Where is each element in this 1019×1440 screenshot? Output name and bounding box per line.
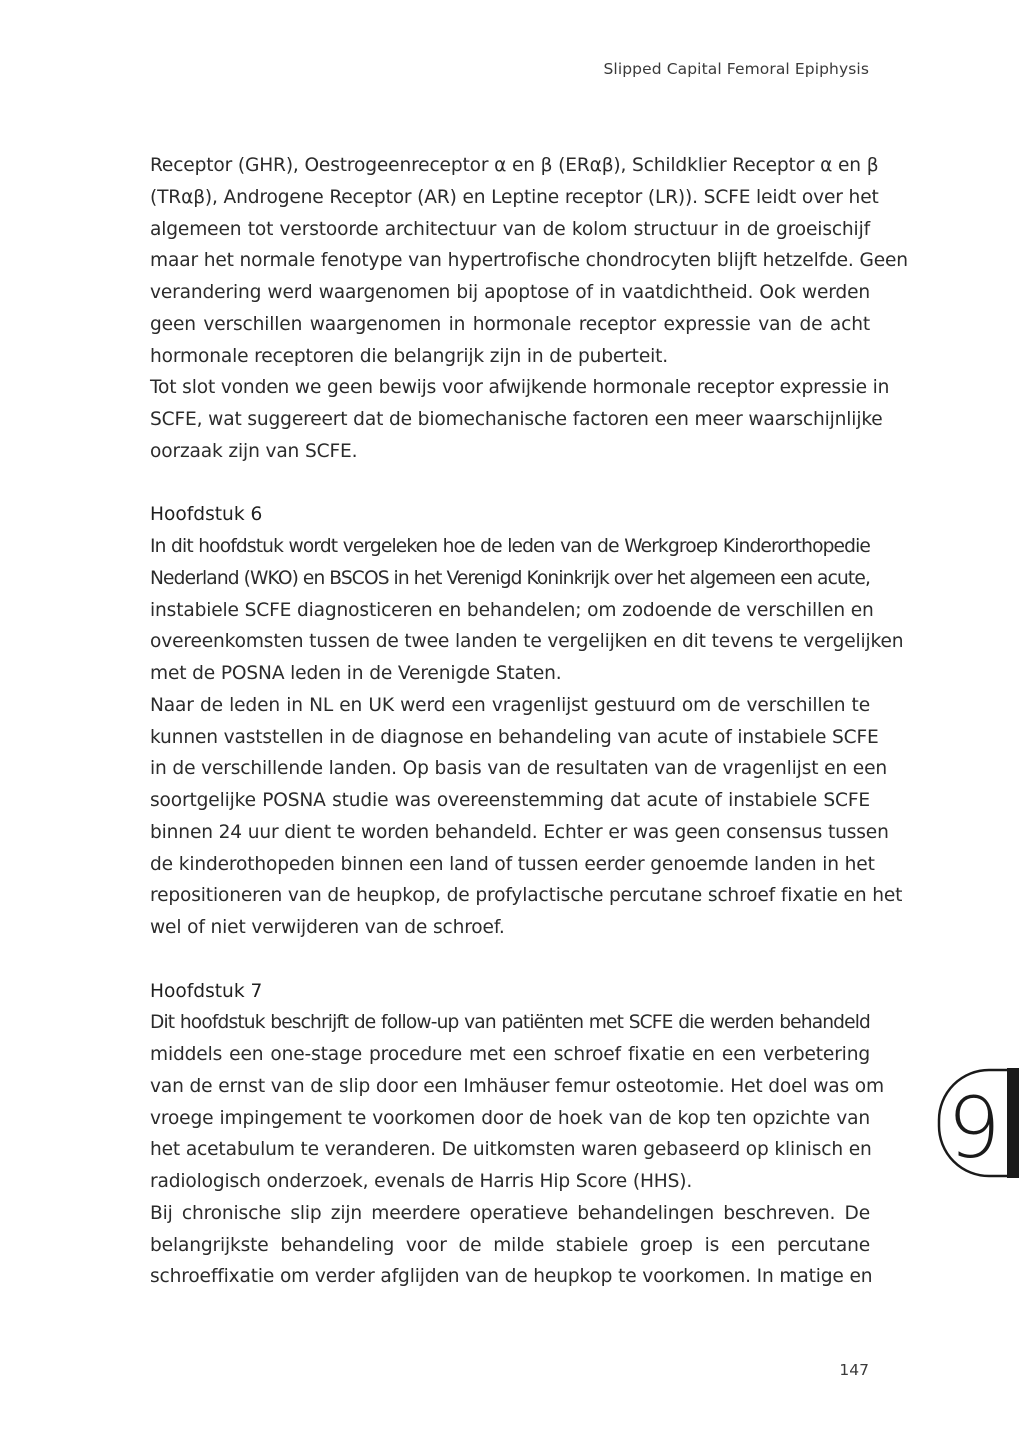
- text-line: de kinderothopeden binnen een land of tussen eerder genoemde landen in het: [150, 853, 875, 875]
- chapter-tab: [937, 1068, 1019, 1178]
- body-text: [150, 150, 908, 1293]
- text-line: Naar de leden in NL en UK werd een vragenlijst gestuurd om de verschillen te: [150, 694, 870, 716]
- chapter-tab-graphic: [937, 1068, 1019, 1178]
- page-number: 147: [839, 1361, 869, 1379]
- section-heading: Hoofdstuk 6: [150, 504, 263, 526]
- text-line: met de POSNA leden in de Verenigde Staten.: [150, 663, 562, 684]
- text-line: vroege impingement te voorkomen door de hoek van de kop ten opzichte van: [150, 1107, 870, 1129]
- text-line: algemeen tot verstoorde architectuur van de kolom structuur in de groeischijf: [150, 218, 870, 240]
- text-line: van de ernst van de slip door een Imhäuser femur osteotomie. Het doel was om: [150, 1075, 884, 1097]
- text-line: Tot slot vonden we geen bewijs voor afwijkende hormonale receptor expressie in: [150, 377, 890, 399]
- text-line: SCFE, wat suggereert dat de biomechanische factoren een meer waarschijnlijke: [150, 409, 883, 430]
- text-line: middels een one-stage procedure met een schroef fixatie en een verbetering: [150, 1044, 870, 1065]
- text-line: maar het normale fenotype van hypertrofische chondrocyten blijft hetzelfde. Geen: [150, 250, 908, 272]
- text-line: Receptor (GHR), Oestrogeenreceptor α en β (ERαβ), Schildklier Receptor α en β: [150, 155, 879, 176]
- text-line: (TRαβ), Androgene Receptor (AR) en Leptine receptor (LR)). SCFE leidt over het: [150, 186, 879, 208]
- text-line: Bij chronische slip zijn meerdere operatieve behandelingen beschreven. De: [150, 1202, 870, 1224]
- text-line: In dit hoofdstuk wordt vergeleken hoe de leden van de Werkgroep Kinderorthopedie: [150, 536, 870, 557]
- text-line: instabiele SCFE diagnosticeren en behandelen; om zodoende de verschillen en: [150, 599, 874, 621]
- text-line: radiologisch onderzoek, evenals de Harris Hip Score (HHS).: [150, 1171, 693, 1192]
- text-line: Nederland (WKO) en BSCOS in het Verenigd Koninkrijk over het algemeen een acute,: [150, 567, 870, 589]
- text-line: Dit hoofdstuk beschrijft de follow-up van patiënten met SCFE die werden behandeld: [150, 1012, 870, 1034]
- text-line: kunnen vaststellen in de diagnose en behandeling van acute of instabiele SCFE: [150, 726, 879, 748]
- text-line: overeenkomsten tussen de twee landen te vergelijken en dit tevens te vergelijken: [150, 631, 904, 653]
- running-head: Slipped Capital Femoral Epiphysis: [603, 60, 869, 78]
- text-line: schroeffixatie om verder afglijden van de heupkop te voorkomen. In matige en: [150, 1266, 873, 1288]
- text-line: geen verschillen waargenomen in hormonale receptor expressie van de acht: [150, 313, 870, 335]
- text-line: binnen 24 uur dient te worden behandeld. Echter er was geen consensus tussen: [150, 821, 889, 843]
- text-line: soortgelijke POSNA studie was overeenstemming dat acute of instabiele SCFE: [150, 790, 870, 811]
- chapter-number: 9: [947, 1079, 1001, 1177]
- chapter-tab-bar: [1007, 1068, 1019, 1178]
- text-line: oorzaak zijn van SCFE.: [150, 440, 358, 462]
- text-line: repositioneren van de heupkop, de profylactische percutane schroef fixatie en het: [150, 885, 903, 907]
- text-line: het acetabulum te veranderen. De uitkomsten waren gebaseerd op klinisch en: [150, 1139, 872, 1161]
- text-line: belangrijkste behandeling voor de milde stabiele groep is een percutane: [150, 1234, 870, 1256]
- section-heading: Hoofdstuk 7: [150, 980, 263, 1002]
- text-line: verandering werd waargenomen bij apoptose of in vaatdichtheid. Ook werden: [150, 282, 870, 303]
- text-line: hormonale receptoren die belangrijk zijn in de puberteit.: [150, 345, 669, 367]
- text-line: wel of niet verwijderen van de schroef.: [150, 917, 505, 938]
- text-line: in de verschillende landen. Op basis van de resultaten van de vragenlijst en een: [150, 758, 888, 780]
